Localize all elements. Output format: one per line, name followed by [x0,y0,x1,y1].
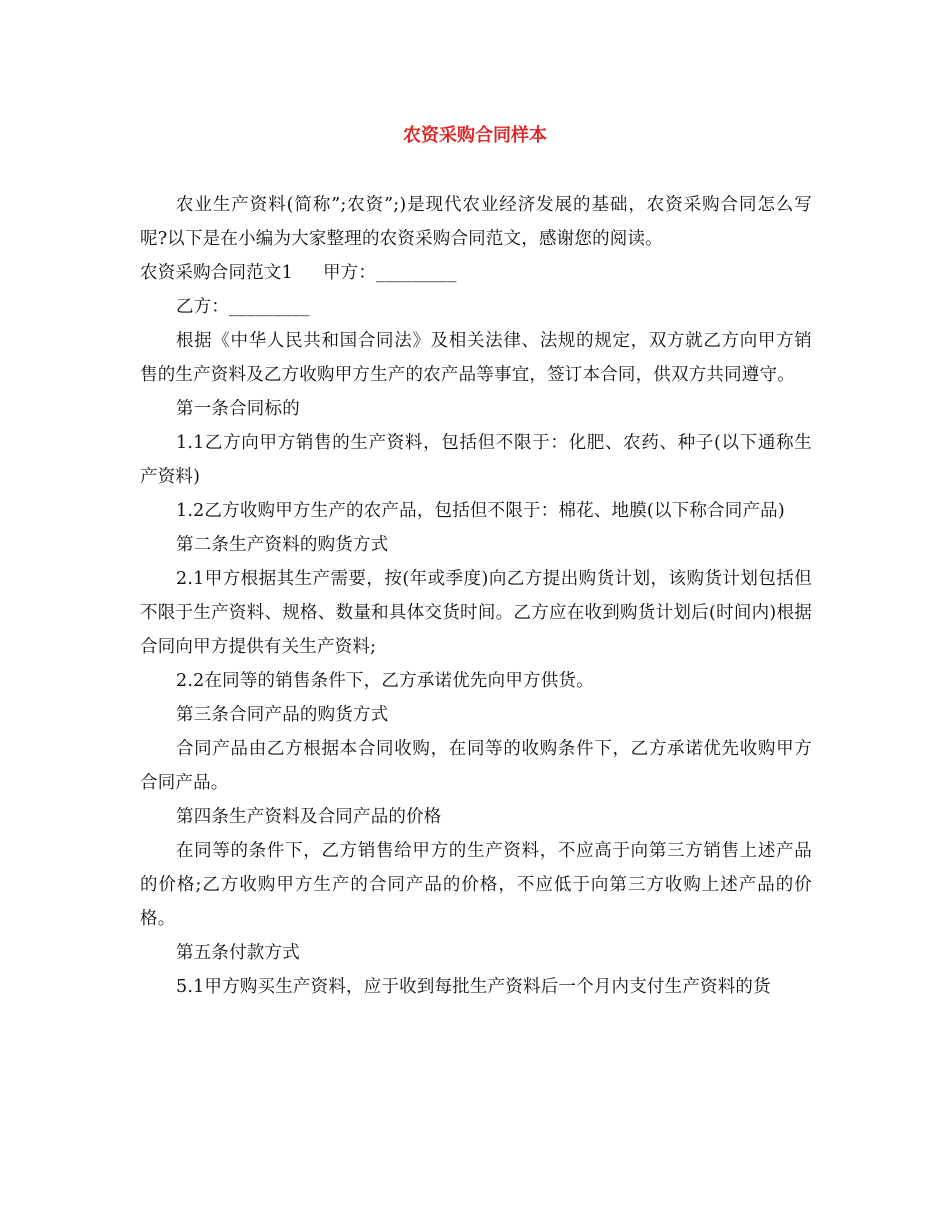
sample-heading-line [140,256,812,290]
document-title: 农资采购合同样本 [403,125,547,146]
party-b-line: 乙方：_________ [176,297,310,317]
article-1-clause-2: 1.2乙方收购甲方生产的农产品，包括但不限于：棉花、地膜(以下称合同产品) [176,501,785,521]
sample-heading: 农资采购合同范文1 [140,263,293,283]
article-4-title: 第四条生产资料及合同产品的价格 [176,807,442,827]
article-3-title: 第三条合同产品的购货方式 [176,705,389,725]
article-1-clause-1: 1.1乙方向甲方销售的生产资料，包括但不限于：化肥、农药、种子(以下通称生产资料) [140,433,812,487]
intro-paragraph: 农业生产资料(简称”;农资”;)是现代农业经济发展的基础，农资采购合同怎么写呢?以下是在小编为大家整理的农资采购合同范文，感谢您的阅读。 [140,195,812,249]
article-2-title: 第二条生产资料的购货方式 [176,535,389,555]
article-2-clause-2: 2.2在同等的销售条件下，乙方承诺优先向甲方供货。 [176,671,594,691]
article-5-clause-1: 5.1甲方购买生产资料，应于收到每批生产资料后一个月内支付生产资料的货 [176,977,771,997]
document-body [140,188,812,1004]
preamble-paragraph: 根据《中华人民共和国合同法》及相关法律、法规的规定，双方就乙方向甲方销售的生产资料及乙方收购甲方生产的农产品等事宜，签订本合同，供双方共同遵守。 [140,331,812,385]
article-4-body: 在同等的条件下，乙方销售给甲方的生产资料，不应高于向第三方销售上述产品的价格;乙方收购甲方生产的合同产品的价格，不应低于向第三方收购上述产品的价格。 [140,841,812,929]
article-3-body: 合同产品由乙方根据本合同收购，在同等的收购条件下，乙方承诺优先收购甲方合同产品。 [140,739,812,793]
party-a-line: 甲方：_________ [322,263,457,283]
article-2-clause-1: 2.1甲方根据其生产需要，按(年或季度)向乙方提出购货计划，该购货计划包括但不限于生产资料、规格、数量和具体交货时间。乙方应在收到购货计划后(时间内)根据合同向甲方提供有关生产资料; [140,569,812,657]
article-5-title: 第五条付款方式 [176,943,300,963]
article-1-title: 第一条合同标的 [176,399,300,419]
